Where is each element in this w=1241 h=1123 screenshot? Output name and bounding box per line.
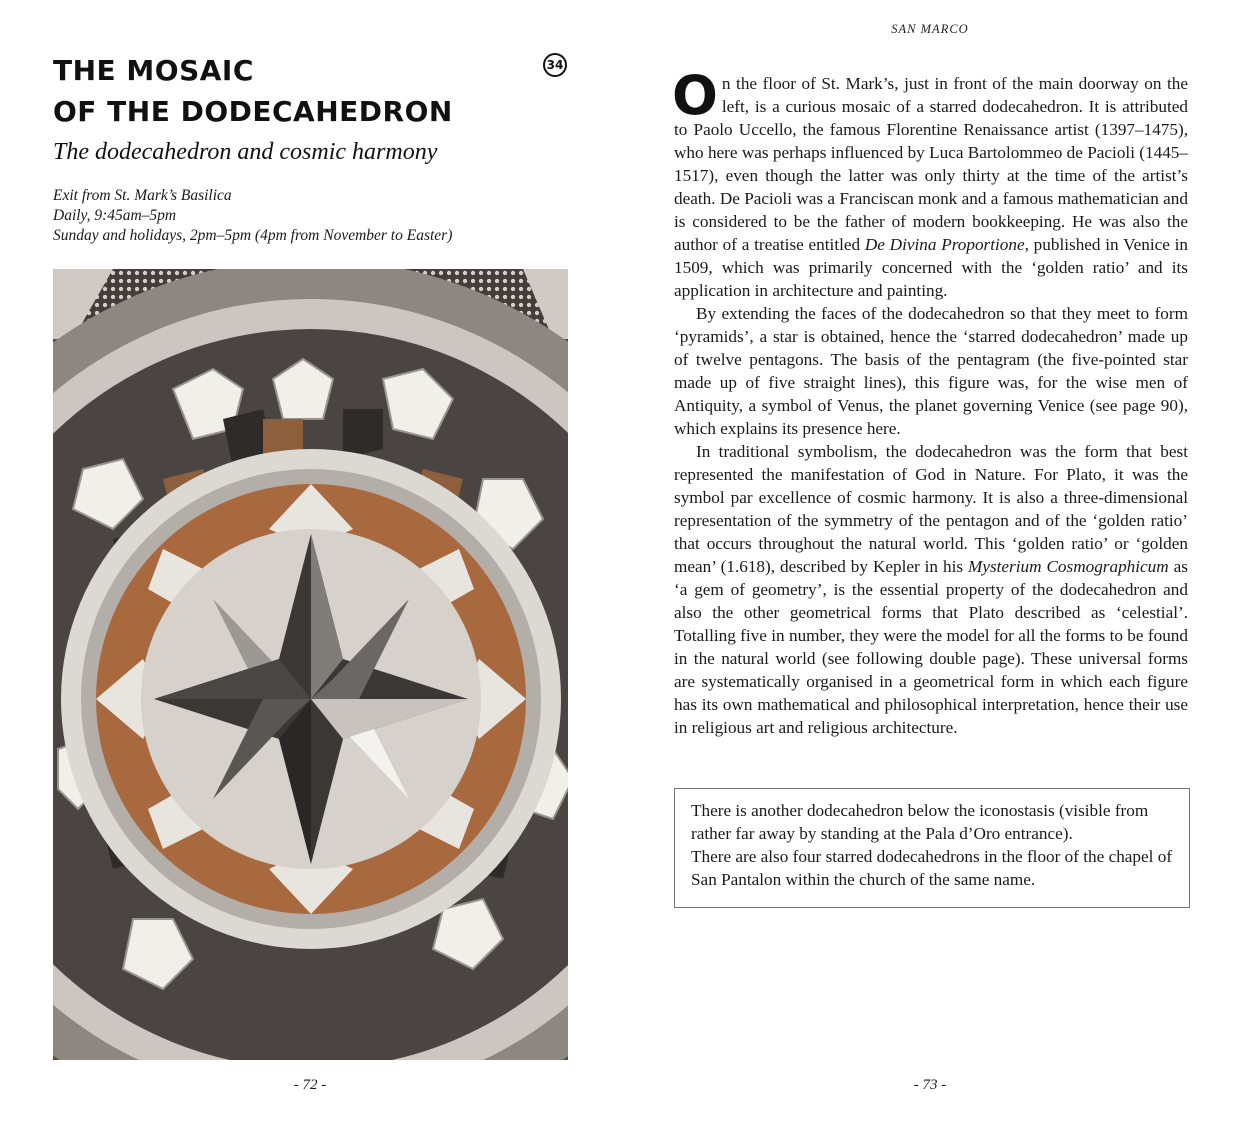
info-location: Exit from St. Mark’s Basilica [53, 187, 232, 204]
mosaic-illustration [53, 269, 568, 1060]
page-number-right: - 73 - [913, 1077, 947, 1093]
note-line-1: There is another dodecahedron below the iconostasis (visible from rather far away by standing at the Pala d’Oro entrance). [691, 801, 1149, 843]
right-page [620, 0, 1241, 1123]
mosaic-photo [53, 269, 568, 1060]
drop-cap: O [672, 64, 718, 127]
entry-number-badge: 34 [543, 53, 567, 77]
kepler-book-title: Mysterium Cosmographicum [968, 557, 1169, 576]
running-head: SAN MARCO [891, 22, 969, 36]
page-number-left: - 72 - [293, 1077, 327, 1093]
info-holiday-hours: Sunday and holidays, 2pm–5pm (4pm from November to Easter) [53, 227, 453, 244]
info-hours: Daily, 9:45am–5pm [53, 207, 177, 224]
book-title: De Divina Proportione [864, 235, 1025, 254]
paragraph-2: By extending the faces of the dodecahedron so that they meet to form ‘pyramids’, a star is obtained, hence the ‘starred dodecahedron’ made up of twelve pentagons. The basis of the pentagram (the five-pointed star made up of five straight lines), this figure was, for the wise men of Antiquity, a symbol of Venus, the planet governing Venice (see page 90), which explains its presence here. [674, 304, 1188, 438]
page-title [53, 50, 533, 132]
title-line-2: OF THE DODECAHEDRON [53, 95, 453, 128]
left-page [0, 0, 620, 1123]
note-line-2: There are also four starred dodecahedrons in the floor of the chapel of San Pantalon within the church of the same name. [691, 847, 1173, 889]
paragraph-1: On the floor of St. Mark’s, just in front of the main doorway on the left, is a curious mosaic of a starred dodecahedron. It is attributed to Paolo Uccello, the famous Florentine Renaissance artist (1397–1475), who here was perhaps influenced by Luca Bartolommeo de Pacioli (1445–1517), even though the latter was only thirty at the time of the artist’s death. De Pacioli was a Franciscan monk and a famous mathematician and is considered to be the father of modern bookkeeping. He was also the author of a treatise entitled De Divina Proportione, published in Venice in 1509, which was primarily concerned with the ‘golden ratio’ and its application in architecture and painting. [672, 64, 1188, 300]
paragraph-3: In traditional symbolism, the dodecahedron was the form that best represented the manifestation of God in Nature. For Plato, it was the symbol par excellence of cosmic harmony. It is also a three-dimensional representation of the symmetry of the pentagon and of the ‘golden ratio’ that occurs throughout the natural world. This ‘golden ratio’ or ‘golden mean’ (1.618), described by Kepler in his Mysterium Cosmographicum as ‘a gem of geometry’, is the essential property of the dodecahedron and also the other geometrical forms that Plato described as ‘celestial’. Totalling five in number, they were the model for all the forms to be found in the natural world (see following double page). These universal forms are systematically organised in a geometrical form in which each figure has its own mathematical and philosophical interpretation, hence their use in religious art and religious architecture. [674, 442, 1188, 737]
title-line-1: THE MOSAIC [53, 54, 254, 87]
sidebar-note [674, 788, 1190, 908]
visiting-info [53, 186, 573, 246]
subtitle: The dodecahedron and cosmic harmony [53, 139, 438, 165]
starred-dodecahedron [141, 529, 481, 869]
article-body [672, 64, 1188, 739]
